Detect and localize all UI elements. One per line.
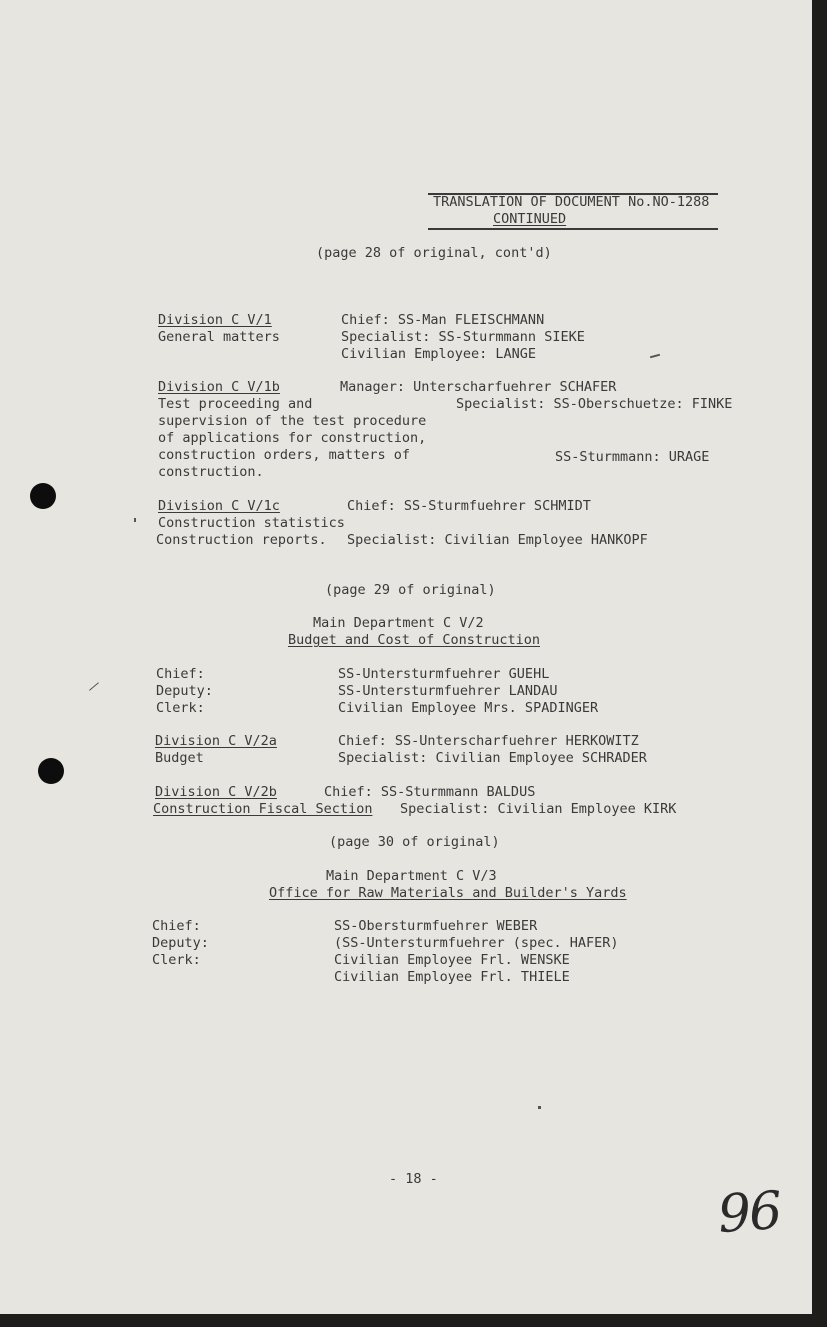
staff-line: Civilian Employee Mrs. SPADINGER [338, 700, 599, 716]
page-reference: (page 29 of original) [325, 582, 496, 598]
continued-label: CONTINUED [493, 211, 567, 227]
division-description: General matters [158, 329, 280, 345]
department-title: Main Department C V/2 [313, 615, 484, 631]
division-heading: Division C V/2a [155, 733, 277, 749]
stray-mark [538, 1106, 541, 1109]
staff-line: SS-Untersturmfuehrer GUEHL [338, 666, 550, 682]
role-label: Deputy: [156, 683, 213, 699]
staff-line: Specialist: Civilian Employee HANKOPF [347, 532, 648, 548]
staff-line: Specialist: Civilian Employee SCHRADER [338, 750, 647, 766]
page-reference: (page 30 of original) [329, 834, 500, 850]
title-top-rule [428, 193, 718, 195]
role-label: Deputy: [152, 935, 209, 951]
division-description: Construction Fiscal Section [153, 801, 373, 817]
document-title: TRANSLATION OF DOCUMENT No.NO-1288 [433, 194, 710, 210]
staff-line: SS-Obersturmfuehrer WEBER [334, 918, 538, 934]
division-description: of applications for construction, [158, 430, 427, 446]
staff-line: Chief: SS-Sturmfuehrer SCHMIDT [347, 498, 591, 514]
role-label: Clerk: [152, 952, 201, 968]
division-description: Construction statistics [158, 515, 345, 531]
title-bottom-rule [428, 228, 718, 230]
division-heading: Division C V/1b [158, 379, 280, 395]
punch-hole-bottom [38, 758, 64, 784]
staff-line: Chief: SS-Sturmmann BALDUS [324, 784, 536, 800]
page-reference: (page 28 of original, cont'd) [316, 245, 552, 261]
stray-mark [650, 354, 660, 359]
staff-line: SS-Sturmmann: URAGE [555, 449, 710, 465]
staff-line: Specialist: Civilian Employee KIRK [400, 801, 677, 817]
division-description: supervision of the test procedure [158, 413, 427, 429]
stray-mark [134, 518, 136, 522]
division-description: Test proceeding and [158, 396, 313, 412]
staff-line: SS-Untersturmfuehrer LANDAU [338, 683, 558, 699]
role-label: Chief: [152, 918, 201, 934]
staff-line: Specialist: SS-Sturmmann SIEKE [341, 329, 585, 345]
staff-line: Civilian Employee Frl. WENSKE [334, 952, 570, 968]
department-title: Main Department C V/3 [326, 868, 497, 884]
role-label: Chief: [156, 666, 205, 682]
staff-line: Civilian Employee Frl. THIELE [334, 969, 570, 985]
handwritten-page-number: 96 [715, 1180, 783, 1246]
staff-line: Specialist: SS-Oberschuetze: FINKE [456, 396, 733, 412]
staff-line: Civilian Employee: LANGE [341, 346, 537, 362]
division-description: Construction reports. [156, 532, 327, 548]
division-description: construction. [158, 464, 264, 480]
role-label: Clerk: [156, 700, 205, 716]
staff-line: Chief: SS-Unterscharfuehrer HERKOWITZ [338, 733, 639, 749]
page-number: - 18 - [389, 1171, 438, 1187]
division-description: construction orders, matters of [158, 447, 410, 463]
division-heading: Division C V/2b [155, 784, 277, 800]
department-subtitle: Office for Raw Materials and Builder's Yards [269, 885, 627, 901]
division-heading: Division C V/1 [158, 312, 272, 328]
staff-line: Chief: SS-Man FLEISCHMANN [341, 312, 545, 328]
staff-line: Manager: Unterscharfuehrer SCHAFER [340, 379, 617, 395]
punch-hole-top [30, 483, 56, 509]
stray-mark [89, 682, 99, 690]
division-heading: Division C V/1c [158, 498, 280, 514]
staff-line: (SS-Untersturmfuehrer (spec. HAFER) [334, 935, 619, 951]
department-subtitle: Budget and Cost of Construction [288, 632, 540, 648]
division-description: Budget [155, 750, 204, 766]
